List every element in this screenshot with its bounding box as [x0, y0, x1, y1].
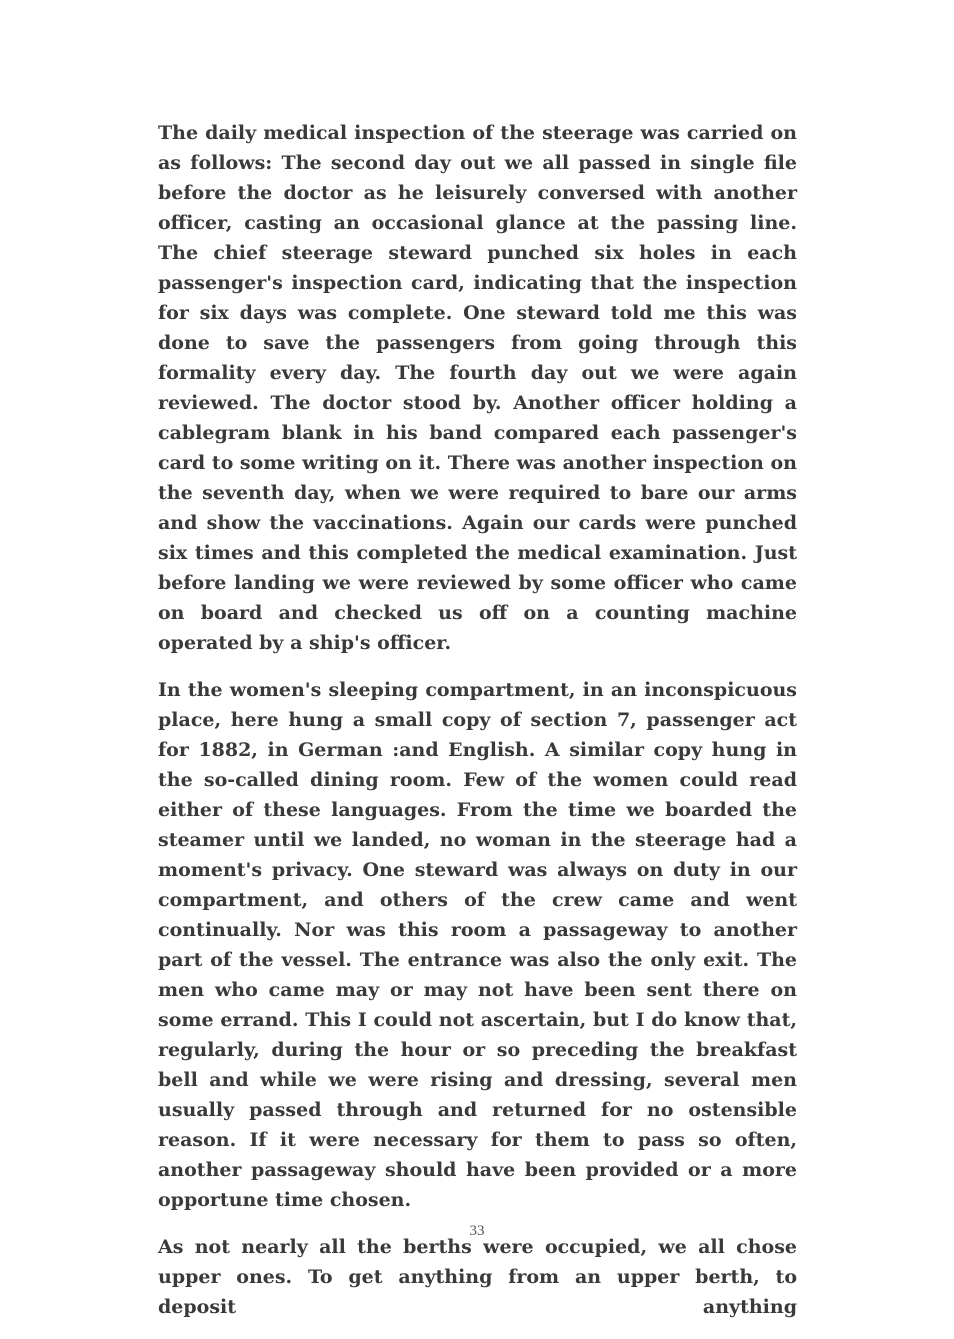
paragraph-medical-inspection: The daily medical inspection of the steerage was carried on as follows: The second day out we all passed in single file before the doctor as he leisurely conversed with another officer, casting an occasional glance at the passing line. The chief steerage steward punched six holes in each passenger's inspection card, indicating that the inspection for six days was complete. One steward told me this was done to save the passengers from going through this formality every day. The fourth day out we were again reviewed. The doctor stood by. Another officer holding a cablegram blank in his band compared each passenger's card to some writing on it. There was another inspection on the seventh day, when we were required to bare our arms and show the vaccinations. Again our cards were punched six times and this completed the medical examination. Just before landing we were reviewed by some officer who came on board and checked us off on a counting machine operated by a ship's officer.	[158, 122, 797, 654]
paragraph-upper-berths: As not nearly all the berths were occupied, we all chose upper ones. To get anything from an upper berth, to deposit anything	[158, 1236, 797, 1318]
paragraph-womens-compartment: In the women's sleeping compartment, in an inconspicuous place, here hung a small copy of section 7, passenger act for 1882, in German :and English. A similar copy hung in the so-called dining room. Few of the women could read either of these languages. From the time we boarded the steamer until we landed, no woman in the steerage had a moment's privacy. One steward was always on duty in our compartment, and others of the crew came and went continually. Nor was this room a passageway to another part of the vessel. The entrance was also the only exit. The men who came may or may not have been sent there on some errand. This I could not ascertain, but I do know that, regularly, during the hour or so preceding the breakfast bell and while we were rising and dressing, several men usually passed through and returned for no ostensible reason. If it were necessary for them to pass so often, another passageway should have been provided or a more opportune time chosen.	[158, 679, 797, 1211]
page-number: 33	[469, 1223, 485, 1239]
body-text	[158, 118, 797, 1339]
